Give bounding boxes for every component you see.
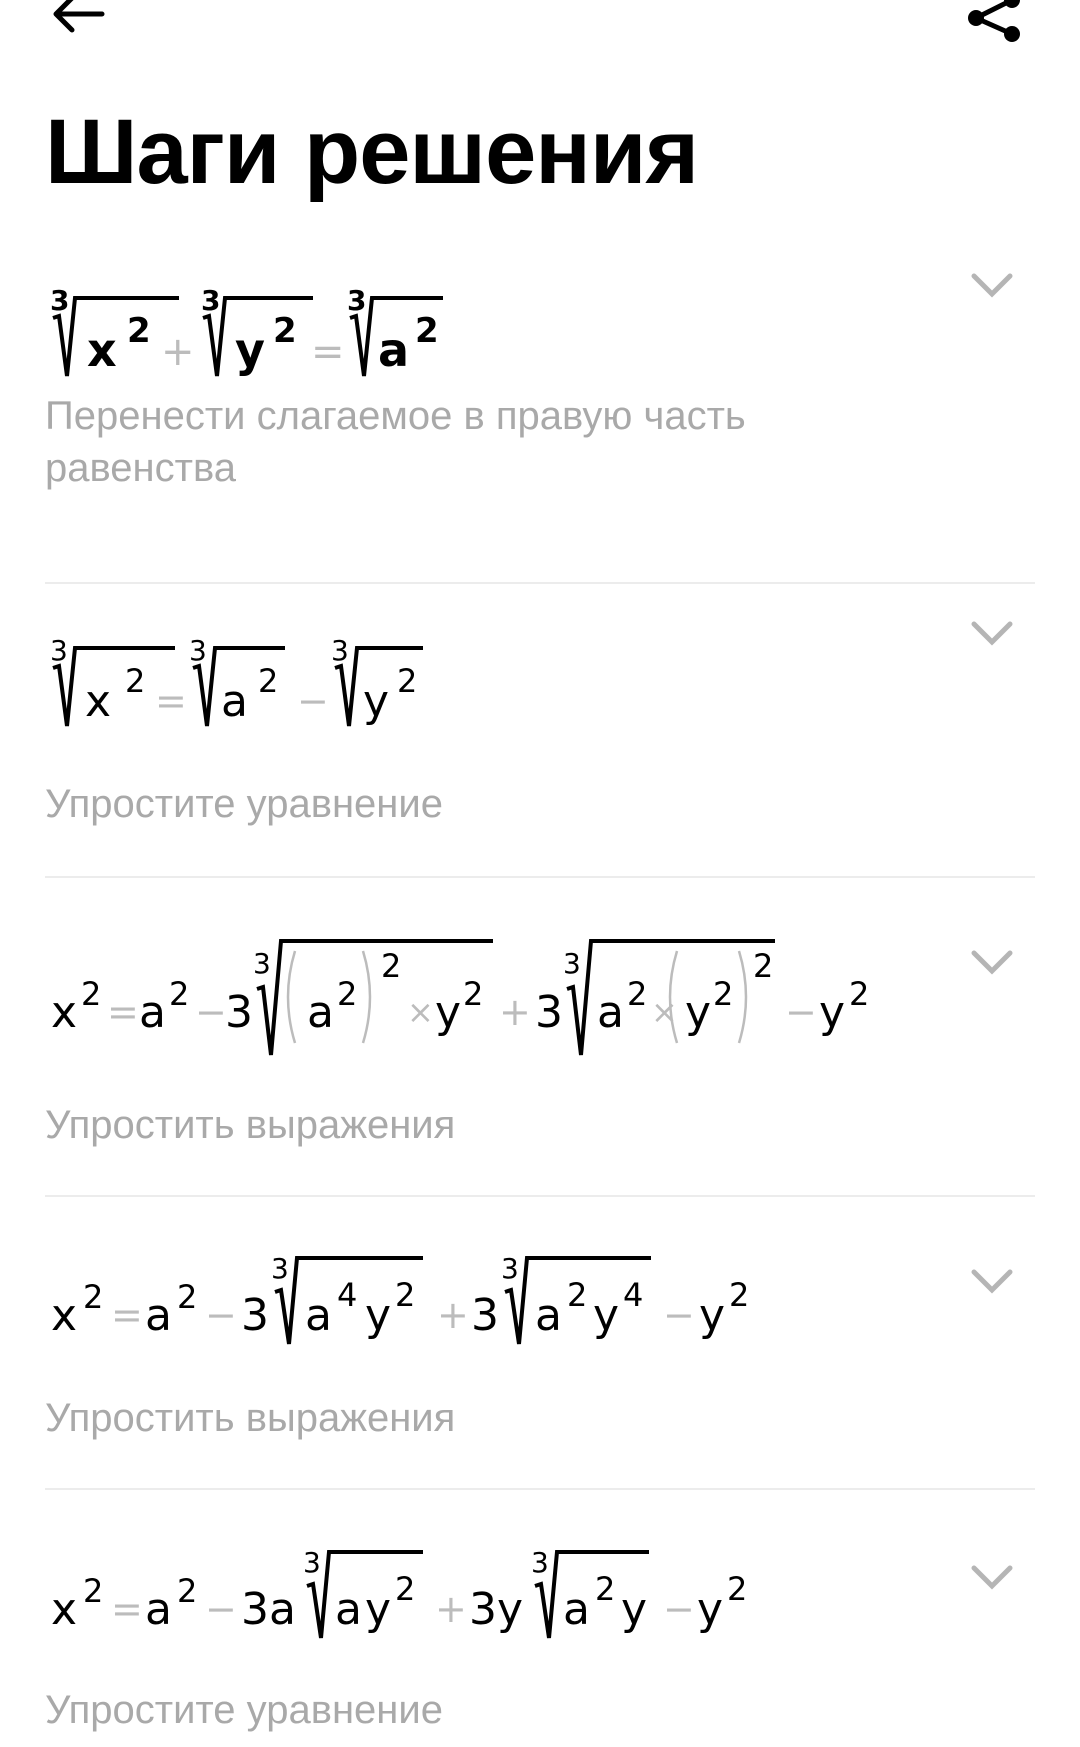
step-description: Упростить выражения [45,1103,456,1147]
svg-text:+: + [437,1293,469,1337]
chevron-down-icon[interactable] [970,1562,1014,1592]
svg-text:3: 3 [471,1290,499,1341]
svg-text:+: + [499,990,531,1034]
svg-text:a: a [307,987,334,1038]
svg-text:3: 3 [347,284,367,317]
equation-render [45,262,505,377]
svg-text:−: − [195,990,227,1034]
svg-text:+: + [161,329,195,375]
svg-text:y: y [365,1290,392,1341]
svg-text:a: a [139,987,166,1038]
svg-text:2: 2 [415,311,439,351]
svg-text:2: 2 [177,1278,198,1316]
svg-text:2: 2 [127,311,151,351]
svg-text:2: 2 [395,1276,416,1314]
svg-text:2: 2 [395,1570,416,1608]
svg-text:3: 3 [241,1584,269,1635]
svg-text:x: x [87,323,117,377]
step-description: Перенести слагаемое в правую часть равенства [45,394,746,490]
svg-text:3: 3 [253,947,271,980]
svg-text:2: 2 [713,975,734,1013]
svg-text:−: − [297,679,329,723]
svg-text:−: − [205,1587,237,1631]
svg-text:a: a [145,1290,172,1341]
share-icon[interactable] [962,0,1026,44]
svg-text:a: a [269,1584,296,1635]
step-equation [45,1534,805,1644]
svg-text:2: 2 [849,975,870,1013]
svg-text:y: y [235,323,265,377]
divider [45,876,1035,878]
svg-text:+: + [435,1587,467,1631]
svg-text:2: 2 [727,1570,748,1608]
svg-text:=: = [107,990,139,1034]
svg-text:3: 3 [271,1252,289,1285]
svg-text:2: 2 [169,975,190,1013]
step-equation [45,905,925,1038]
arrow-left-icon[interactable] [50,0,106,40]
svg-text:=: = [311,329,345,375]
svg-text:2: 2 [381,947,402,985]
chevron-down-icon[interactable] [970,270,1014,300]
divider [45,1195,1035,1197]
svg-text:y: y [621,1584,648,1635]
step-description: Упростите уравнение [45,1688,443,1732]
svg-text:2: 2 [258,662,279,700]
svg-text:2: 2 [81,975,102,1013]
svg-text:2: 2 [83,1572,104,1610]
svg-text:a: a [221,676,248,727]
svg-text:a: a [535,1290,562,1341]
page-title: Шаги решения [45,101,699,203]
svg-text:3: 3 [563,947,581,980]
svg-text:a: a [563,1584,590,1635]
chevron-down-icon[interactable] [970,1266,1014,1296]
step-description: Упростить выражения [45,1396,456,1440]
svg-text:−: − [663,1587,695,1631]
svg-text:2: 2 [627,975,648,1013]
svg-text:a: a [335,1584,362,1635]
top-bar [0,0,1080,60]
step-equation [45,610,485,727]
svg-text:y: y [697,1584,724,1635]
svg-text:3: 3 [331,634,349,667]
svg-text:3: 3 [225,987,253,1038]
svg-text:x: x [51,987,78,1038]
svg-text:x: x [51,1290,78,1341]
svg-text:a: a [378,323,410,377]
svg-text:=: = [155,679,187,723]
svg-text:−: − [663,1293,695,1337]
svg-text:2: 2 [463,975,484,1013]
svg-text:x: x [85,676,112,727]
equation-render [45,1534,805,1644]
svg-text:2: 2 [397,662,418,700]
svg-text:3: 3 [189,634,207,667]
svg-text:×: × [407,993,434,1031]
svg-text:−: − [205,1293,237,1337]
svg-text:2: 2 [125,662,146,700]
svg-text:2: 2 [595,1570,616,1608]
svg-text:4: 4 [337,1276,358,1314]
svg-text:y: y [497,1584,524,1635]
svg-text:2: 2 [83,1278,104,1316]
svg-text:a: a [145,1584,172,1635]
svg-text:2: 2 [273,311,297,351]
svg-text:3: 3 [535,987,563,1038]
svg-text:y: y [363,676,390,727]
svg-text:4: 4 [623,1276,644,1314]
svg-text:3: 3 [501,1252,519,1285]
step-description: Упростите уравнение [45,782,443,826]
svg-text:−: − [785,990,817,1034]
chevron-down-icon[interactable] [970,618,1014,648]
svg-text:y: y [435,987,462,1038]
svg-text:2: 2 [337,975,358,1013]
svg-text:2: 2 [753,947,774,985]
svg-text:3: 3 [201,284,221,317]
svg-text:a: a [305,1290,332,1341]
svg-text:3: 3 [531,1546,549,1579]
equation-render [45,1240,805,1350]
svg-text:2: 2 [729,1276,750,1314]
svg-text:2: 2 [177,1572,198,1610]
equation-render [45,905,925,1045]
divider [45,582,1035,584]
divider [45,1488,1035,1490]
chevron-down-icon[interactable] [970,947,1014,977]
svg-text:x: x [51,1584,78,1635]
step-equation [45,262,505,377]
svg-text:y: y [699,1290,726,1341]
step-equation [45,1240,805,1350]
svg-text:3: 3 [50,634,68,667]
svg-text:3: 3 [50,284,70,317]
svg-text:3: 3 [241,1290,269,1341]
svg-text:y: y [365,1584,392,1635]
svg-text:a: a [597,987,624,1038]
svg-text:y: y [819,987,846,1038]
svg-text:=: = [111,1587,143,1631]
svg-text:2: 2 [567,1276,588,1314]
svg-text:3: 3 [303,1546,321,1579]
svg-text:=: = [111,1293,143,1337]
svg-text:y: y [685,987,712,1038]
equation-render [45,610,485,727]
svg-text:3: 3 [469,1584,497,1635]
svg-text:×: × [651,993,678,1031]
svg-text:y: y [593,1290,620,1341]
